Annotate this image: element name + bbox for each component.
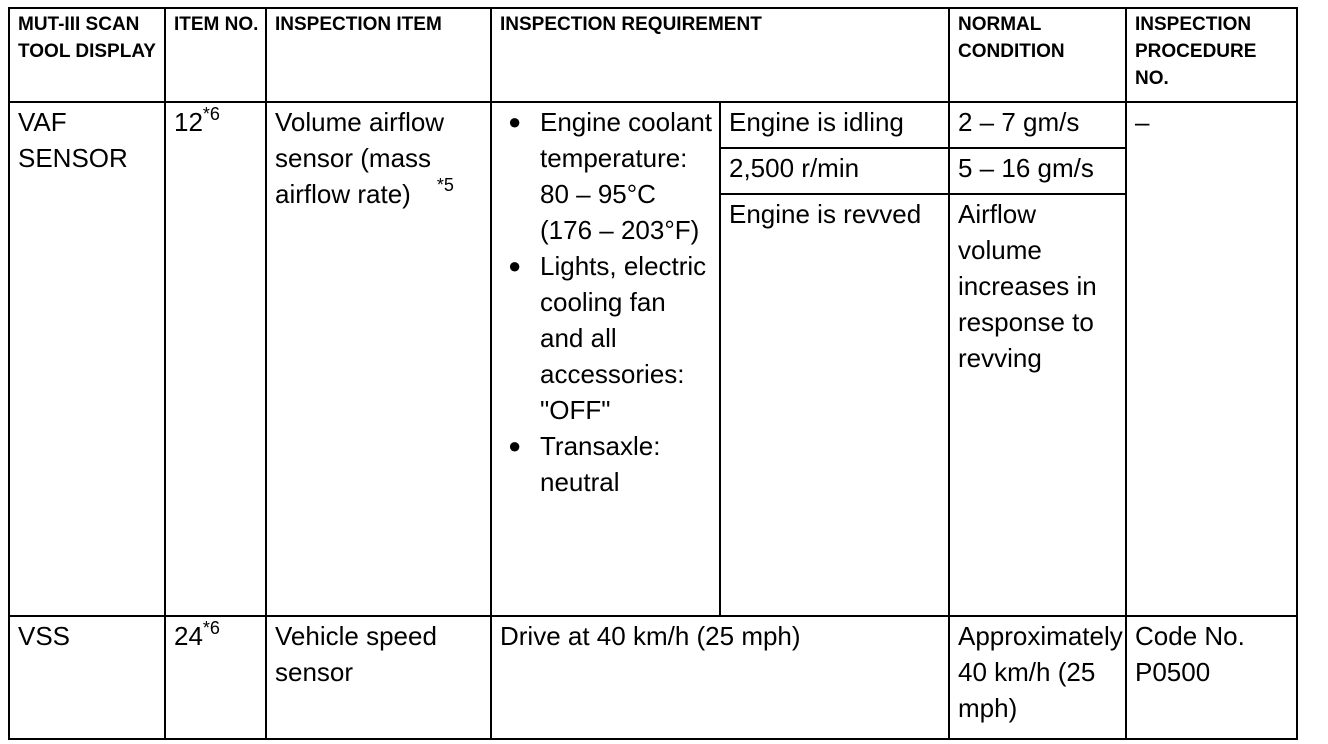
vaf-requirement-revved: Engine is revved xyxy=(720,194,949,616)
vaf-inspection-item-cell xyxy=(266,102,491,616)
vss-normal: Approximately 40 km/h (25 mph) xyxy=(949,616,1126,739)
vss-item-no: 24 xyxy=(174,621,203,651)
vaf-normal-revved: Airflow volume increases in response to revving xyxy=(949,194,1126,616)
vaf-conditions-cell xyxy=(491,102,720,616)
vss-item-no-footnote: *6 xyxy=(202,618,220,638)
list-item: ● Engine coolant temperature: 80 – 95°C (176 – 203°F) xyxy=(500,104,713,248)
vss-inspection-item: Vehicle speed sensor xyxy=(266,616,491,739)
vss-requirement: Drive at 40 km/h (25 mph) xyxy=(491,616,949,739)
vaf-item-no: 12 xyxy=(174,107,203,137)
vaf-item-footnote: *5 xyxy=(436,175,454,195)
list-item: ● Transaxle: neutral xyxy=(500,428,713,500)
header-inspection-item: INSPECTION ITEM xyxy=(266,8,491,102)
vaf-conditions-list xyxy=(500,104,713,500)
inspection-table xyxy=(8,7,1298,740)
bullet-icon: ● xyxy=(508,433,522,458)
list-item: ● Lights, electric cooling fan and all accessories: "OFF" xyxy=(500,248,713,428)
vaf-procedure: – xyxy=(1126,102,1297,616)
vaf-display: VAF SENSOR xyxy=(18,107,128,173)
header-item-no: ITEM NO. xyxy=(165,8,266,102)
vss-procedure: Code No. P0500 xyxy=(1126,616,1297,739)
table-row xyxy=(9,102,1297,148)
vaf-inspection-item: Volume airflow sensor (mass airflow rate) xyxy=(275,107,445,209)
vss-item-no-cell xyxy=(165,616,266,739)
vaf-requirement-idle: Engine is idling xyxy=(720,102,949,148)
header-inspection-requirement: INSPECTION REQUIREMENT xyxy=(491,8,949,102)
header-procedure-no: INSPECTION PROCEDURE NO. xyxy=(1126,8,1297,102)
bullet-icon: ● xyxy=(508,253,522,278)
vaf-display-cell xyxy=(9,102,165,616)
vaf-requirement-2500: 2,500 r/min xyxy=(720,148,949,194)
header-row xyxy=(9,8,1297,102)
bullet-icon: ● xyxy=(508,109,522,134)
header-display: MUT-III SCAN TOOL DISPLAY xyxy=(9,8,165,102)
vaf-normal-idle: 2 – 7 gm/s xyxy=(949,102,1126,148)
header-normal-condition: NORMAL CONDITION xyxy=(949,8,1126,102)
vaf-normal-2500: 5 – 16 gm/s xyxy=(949,148,1126,194)
vaf-item-no-footnote: *6 xyxy=(202,104,220,124)
vaf-item-no-cell xyxy=(165,102,266,616)
table-row xyxy=(9,616,1297,739)
vss-display: VSS xyxy=(9,616,165,739)
